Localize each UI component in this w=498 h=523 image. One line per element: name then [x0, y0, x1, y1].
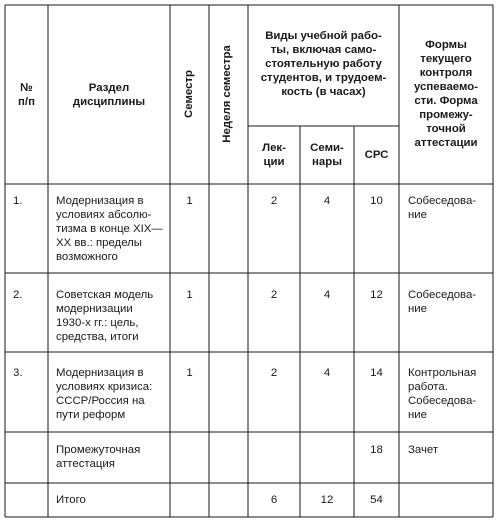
- row-1-semester: 1: [186, 195, 193, 207]
- header-week: Неделя семестра: [221, 45, 233, 143]
- row-2-seminars: 4: [323, 289, 331, 301]
- row-5-seminars: 12: [320, 494, 334, 506]
- row-4-control: Зачет: [408, 444, 439, 456]
- header-semester: Семестр: [183, 70, 195, 118]
- header-srs: СРС: [364, 149, 389, 161]
- row-3-srs: 14: [370, 367, 383, 379]
- row-1-srs: 10: [370, 195, 383, 207]
- header-work-types: Виды учебной рабо- ты, включая само- стоятельную работу студентов, и трудоем- кость (в часах): [260, 30, 387, 98]
- row-3-section: Модернизация в условиях кризиса: СССР/Россия на пути реформ: [56, 367, 153, 421]
- row-3-seminars: 4: [323, 367, 331, 379]
- row-4-srs: 18: [370, 444, 383, 456]
- row-4-section: Промежуточная аттестация: [56, 444, 141, 470]
- row-1-seminars: 4: [323, 195, 331, 207]
- row-2-srs: 12: [370, 289, 383, 301]
- row-5-lectures: 6: [270, 494, 278, 506]
- row-2-section: Советская модель модернизации 1930-х гг.: цель, средства, итоги: [56, 289, 154, 343]
- row-5-srs: 54: [370, 494, 383, 506]
- row-3-num: 3.: [13, 367, 23, 379]
- row-2-control: Собеседова- ние: [408, 289, 477, 315]
- header-lectures: Лек- ции: [262, 142, 286, 168]
- row-2-num: 2.: [13, 289, 23, 301]
- header-num: № п/п: [18, 82, 35, 108]
- row-1-section: Модернизация в условиях абсолю- тизма в конце XIX— XX вв.: пределы возможного: [56, 195, 163, 263]
- row-1-control: Собеседова- ние: [408, 195, 477, 221]
- header-section: Раздел дисциплины: [72, 82, 146, 108]
- row-3-semester: 1: [186, 367, 193, 379]
- row-3-lectures: 2: [270, 367, 278, 379]
- row-5-section: Итого: [56, 494, 86, 506]
- row-1-num: 1.: [13, 195, 23, 207]
- header-control: Формы текущего контроля успеваемо- сти. Форма промежу- точной аттестации: [414, 39, 478, 149]
- row-2-lectures: 2: [270, 289, 278, 301]
- header-seminars: Семи- нары: [310, 142, 344, 168]
- row-1-lectures: 2: [270, 195, 278, 207]
- row-3-control: Контрольная работа. Собеседова- ние: [408, 367, 477, 421]
- row-2-semester: 1: [186, 289, 193, 301]
